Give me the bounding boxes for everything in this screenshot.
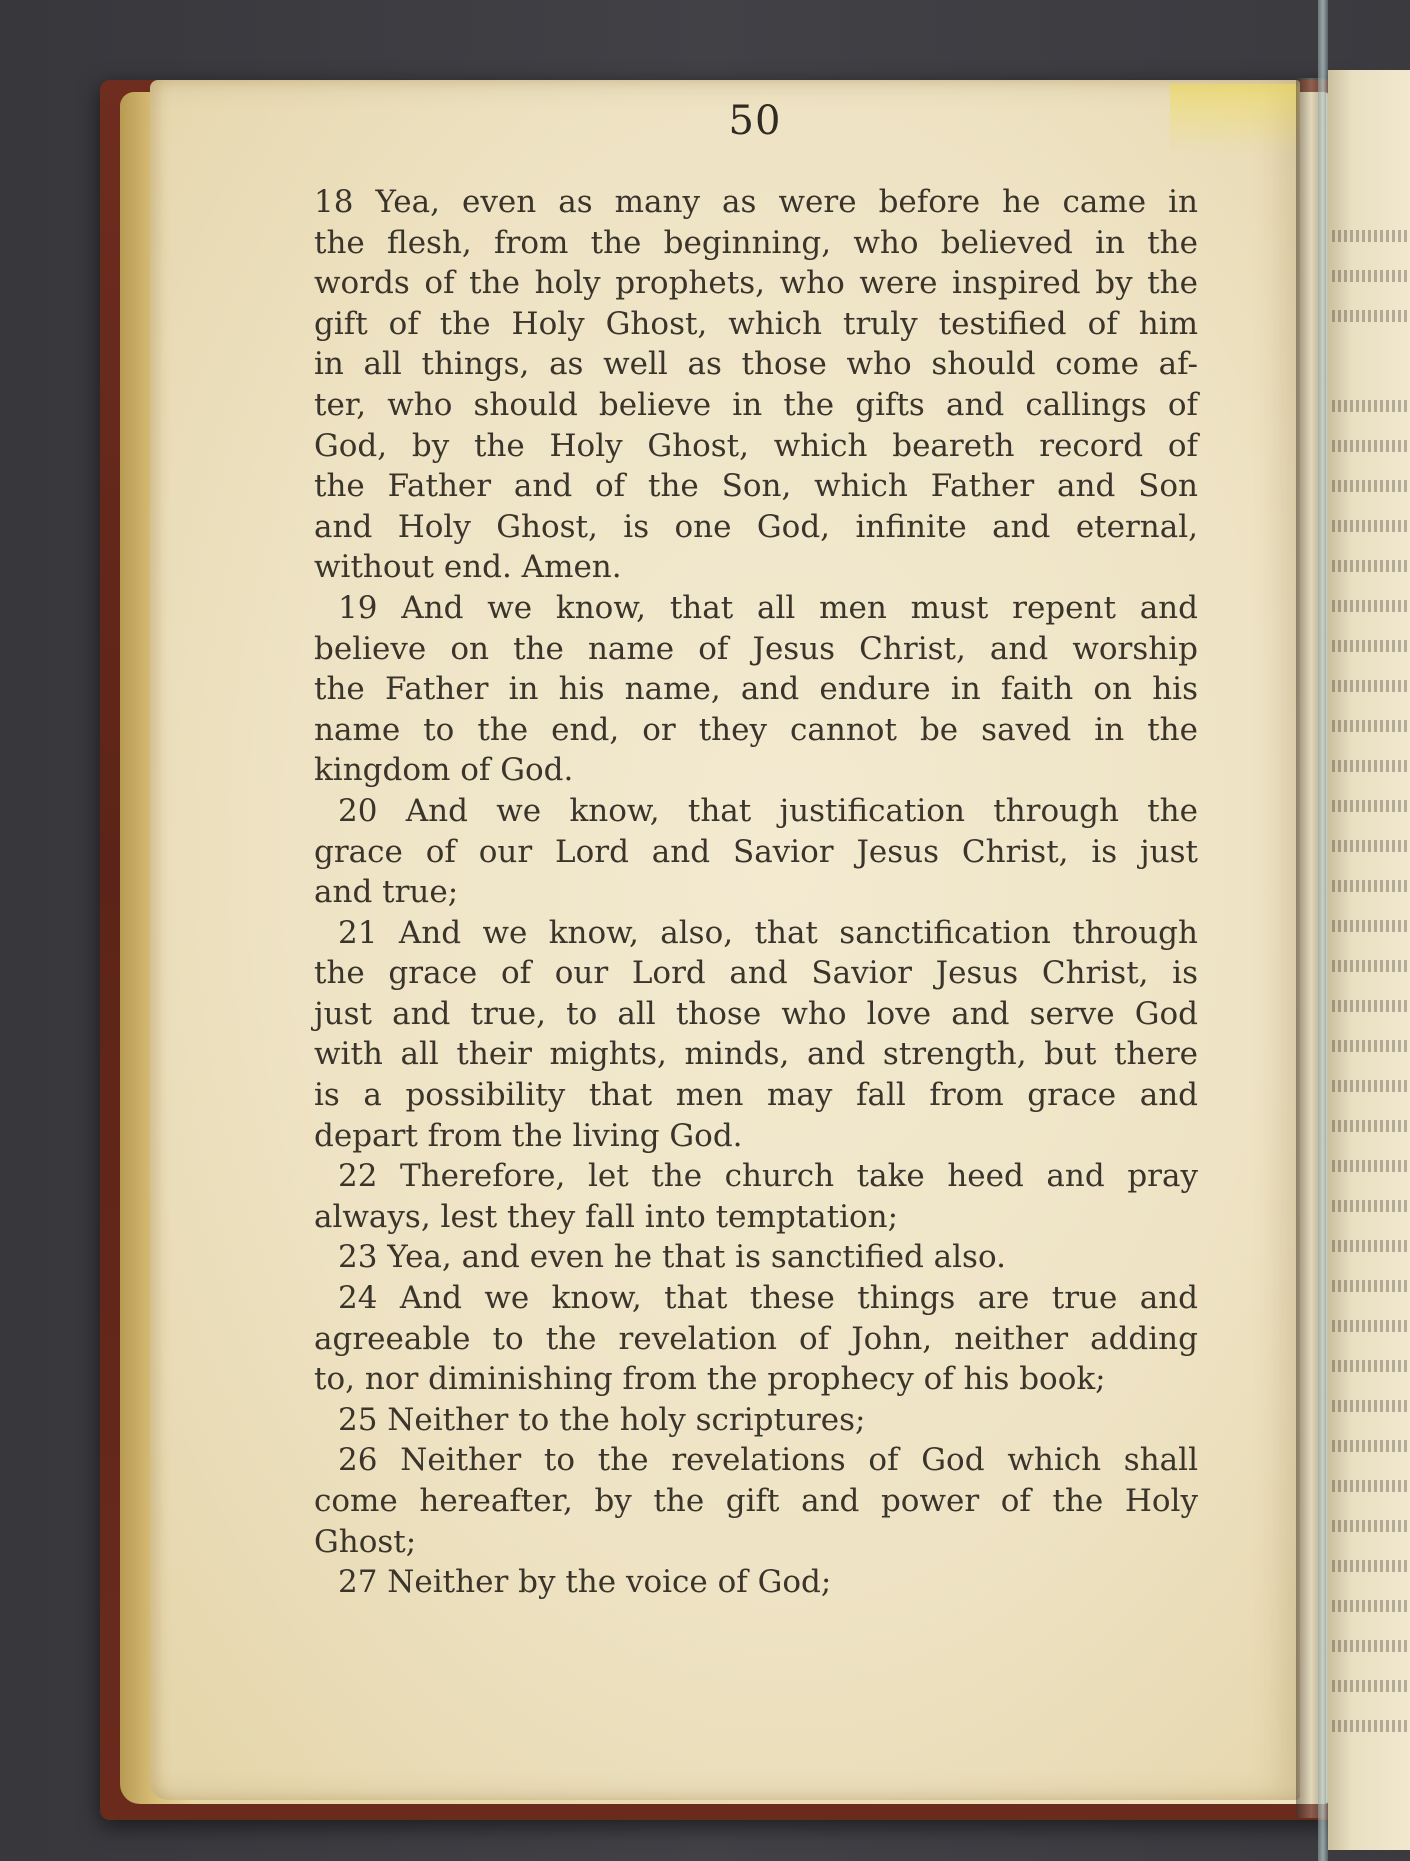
text-line: grace of our Lord and Savior Jesus Christ, is just	[314, 833, 1198, 870]
verse-start-line: 26 Neither to the revelations of God which shall	[338, 1442, 1198, 1479]
text-fragment	[1332, 1560, 1410, 1572]
text-line: and Holy Ghost, is one God, infinite and eternal,	[314, 508, 1198, 545]
text-line: just and true, to all those who love and serve God	[314, 995, 1198, 1032]
text-fragment	[1332, 1600, 1410, 1612]
page-number: 50	[728, 98, 782, 144]
text-line: God, by the Holy Ghost, which beareth record of	[314, 427, 1198, 464]
verse-start-line: 25 Neither to the holy scriptures;	[338, 1401, 866, 1438]
text-line: always, lest they fall into temptation;	[314, 1198, 899, 1235]
text-line: agreeable to the revelation of John, neither adding	[314, 1320, 1198, 1357]
verse-start-line: 19 And we know, that all men must repent and	[338, 589, 1198, 626]
text-line: name to the end, or they cannot be saved in the	[314, 711, 1198, 748]
text-fragment	[1332, 310, 1410, 322]
text-line: the flesh, from the beginning, who believed in the	[314, 224, 1198, 261]
text-fragment	[1332, 1680, 1410, 1692]
text-fragment	[1332, 1440, 1410, 1452]
text-fragment	[1332, 1160, 1410, 1172]
text-fragment	[1332, 560, 1410, 572]
text-fragment	[1332, 680, 1410, 692]
text-line: is a possibility that men may fall from grace and	[314, 1077, 1198, 1114]
text-fragment	[1332, 1360, 1410, 1372]
text-fragment	[1332, 720, 1410, 732]
right-page-edge	[1328, 70, 1410, 1850]
text-fragment	[1332, 1120, 1410, 1132]
text-line: 18 Yea, even as many as were before he came in	[314, 184, 1198, 220]
text-line: with all their mights, minds, and strength, but there	[314, 1036, 1198, 1073]
text-fragment	[1332, 600, 1410, 612]
text-fragment	[1332, 840, 1410, 852]
text-fragment	[1332, 1000, 1410, 1012]
text-fragment	[1332, 1480, 1410, 1492]
text-line: and true;	[314, 874, 459, 911]
text-fragment	[1332, 1520, 1410, 1532]
text-fragment	[1332, 880, 1410, 892]
text-line: the Father in his name, and endure in faith on his	[314, 671, 1198, 708]
text-fragment	[1332, 920, 1410, 932]
text-fragment	[1332, 520, 1410, 532]
verse-start-line: 21 And we know, also, that sanctification through	[338, 914, 1198, 951]
text-fragment	[1332, 1240, 1410, 1252]
page-body-text	[314, 182, 1198, 1603]
text-line: Ghost;	[314, 1523, 417, 1560]
text-line: kingdom of God.	[314, 752, 574, 789]
text-fragment	[1332, 1280, 1410, 1292]
text-fragment	[1332, 440, 1410, 452]
text-line: to, nor diminishing from the prophecy of his book;	[314, 1361, 1106, 1398]
text-fragment	[1332, 230, 1410, 242]
text-line: without end. Amen.	[314, 549, 622, 586]
verse-start-line: 20 And we know, that justification through the	[338, 792, 1198, 829]
text-fragment	[1332, 1640, 1410, 1652]
text-fragment	[1332, 480, 1410, 492]
text-line: come hereafter, by the gift and power of the Holy	[314, 1483, 1198, 1519]
text-fragment	[1332, 1400, 1410, 1412]
text-fragment	[1332, 270, 1410, 282]
text-fragment	[1332, 1720, 1410, 1732]
text-fragment	[1332, 1320, 1410, 1332]
text-fragment	[1332, 640, 1410, 652]
text-line: the grace of our Lord and Savior Jesus Christ, is	[314, 955, 1198, 992]
text-fragment	[1332, 800, 1410, 812]
verse-start-line: 27 Neither by the voice of God;	[338, 1564, 832, 1601]
text-line: ter, who should believe in the gifts and callings of	[314, 386, 1198, 423]
text-fragment	[1332, 1080, 1410, 1092]
text-line: in all things, as well as those who should come af-	[314, 346, 1198, 383]
verse-start-line: 22 Therefore, let the church take heed and pray	[338, 1158, 1198, 1195]
text-fragment	[1332, 760, 1410, 772]
verse-start-line: 24 And we know, that these things are true and	[338, 1280, 1198, 1317]
text-fragment	[1332, 400, 1410, 412]
text-line: words of the holy prophets, who were inspired by the	[314, 265, 1198, 302]
text-fragment	[1332, 1040, 1410, 1052]
text-fragment	[1332, 1200, 1410, 1212]
glass-plate-edge	[1318, 0, 1328, 1861]
text-line: the Father and of the Son, which Father and Son	[314, 468, 1198, 505]
text-line: believe on the name of Jesus Christ, and worship	[314, 630, 1198, 667]
text-line: gift of the Holy Ghost, which truly testified of him	[314, 305, 1198, 342]
text-fragment	[1332, 960, 1410, 972]
verse-start-line: 23 Yea, and even he that is sanctified also.	[338, 1239, 1006, 1276]
text-line: depart from the living God.	[314, 1117, 743, 1154]
